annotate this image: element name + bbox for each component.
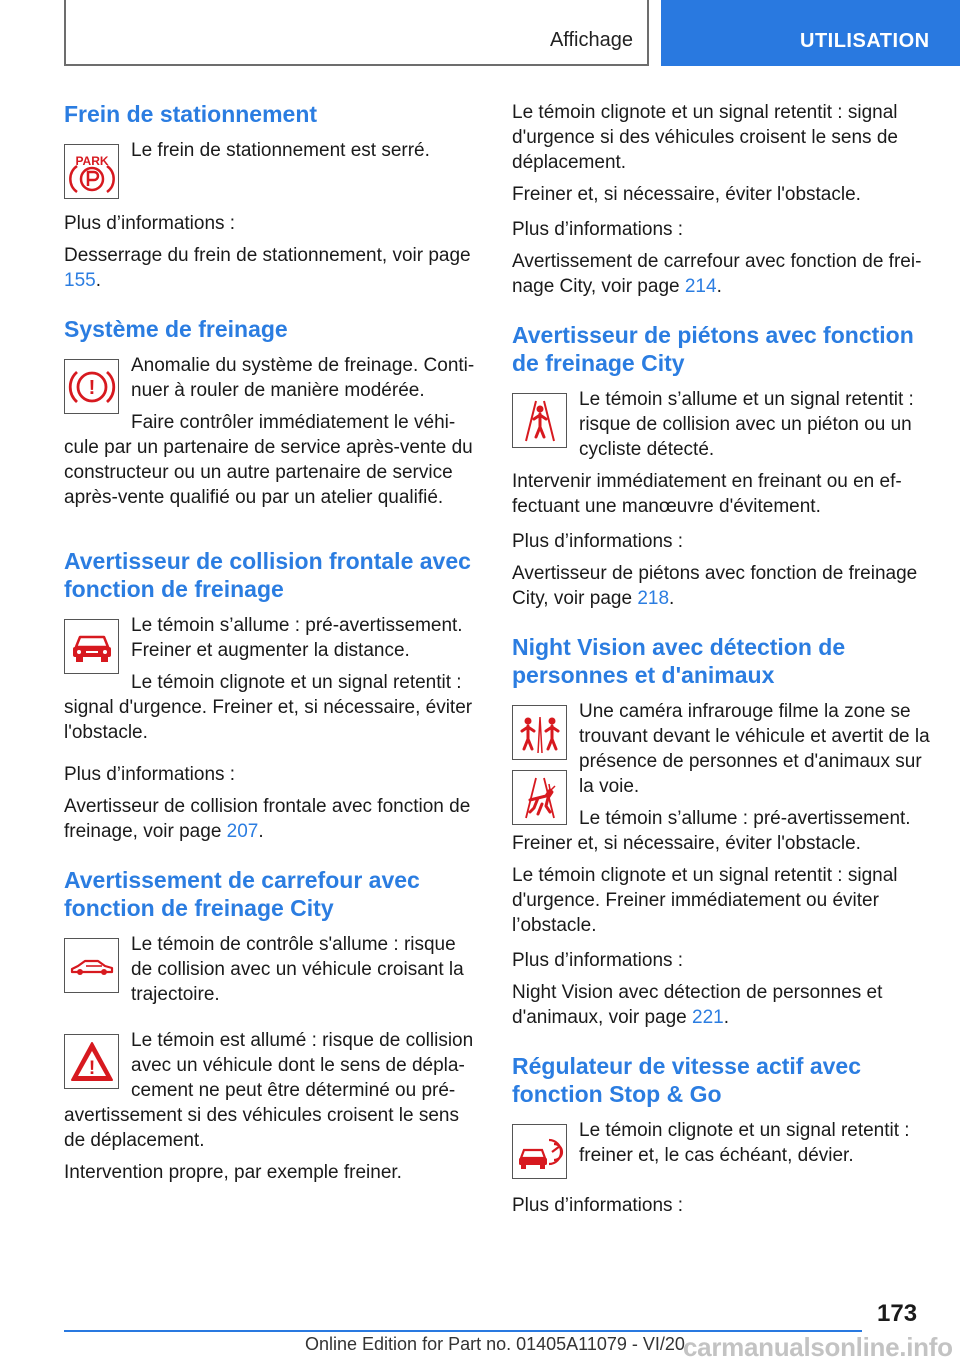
page-number: 173 bbox=[877, 1300, 918, 1327]
heading-night-vision: Night Vision avec détection de personnes et d'animaux bbox=[512, 634, 846, 688]
header-section-title: Affichage bbox=[549, 29, 633, 51]
indicator-pedestrian bbox=[512, 387, 932, 469]
car-collision-warning-icon bbox=[64, 619, 119, 674]
park-brake-text: Le frein de stationnement est serré. bbox=[131, 140, 430, 161]
footer-edition: Online Edition for Part no. 01405A11079 - VI/20 bbox=[305, 1334, 685, 1354]
crossing-text-1: Le témoin de contrôle s'allume : risque de collision avec un véhicule croisant la trajectoire. bbox=[131, 934, 464, 1005]
indicator-crossing-car bbox=[64, 932, 480, 1014]
crossing-text-5: Freiner et, si nécessaire, éviter l'obstacle. bbox=[512, 184, 861, 205]
more-info-label: Plus d’informations : bbox=[64, 213, 236, 234]
more-info-label: Plus d’informations : bbox=[512, 950, 684, 971]
heading-avertissement-carrefour: Avertissement de carrefour avec fonction de freinage City bbox=[64, 867, 420, 921]
more-info-label: Plus d’informations : bbox=[512, 1195, 684, 1216]
indicator-collision bbox=[64, 613, 480, 752]
more-info-label: Plus d’informations : bbox=[512, 531, 684, 552]
ref-paragraph: Desserrage du frein de stationnement, voir page 155. bbox=[64, 245, 471, 291]
ref-paragraph: Avertisseur de piétons avec fonction de freinage City, voir page 218. bbox=[512, 563, 918, 609]
header-tab-label: UTILISATION bbox=[800, 30, 930, 52]
indicator-brake-system bbox=[64, 353, 480, 517]
brake-system-warning-icon bbox=[64, 359, 119, 414]
ref-paragraph: Avertissement de carrefour avec fonction de freinage City, voir page 214. bbox=[512, 251, 922, 297]
crossing-text-3: Intervention propre, par exemple freiner. bbox=[64, 1162, 402, 1183]
night-vision-text-3: Le témoin clignote et un signal retentit : signal d'urgence. Freiner immédiatement ou éviter l’obstacle. bbox=[512, 865, 898, 936]
page-link-214[interactable]: 214 bbox=[684, 276, 717, 297]
collision-text-2: Le témoin clignote et un signal retentit : signal d'urgence. Freiner et, si nécessaire, éviter l'obstacle. bbox=[64, 672, 473, 743]
svg-text:!: ! bbox=[88, 1057, 95, 1079]
heading-avertisseur-collision: Avertisseur de collision frontale avec fonction de freinage bbox=[64, 548, 471, 602]
crossing-text-2: Le témoin est allumé : risque de collision avec un véhicule dont le sens de déplacement ne peut être déterminé ou pré-avertissement si des véhicules croisent le sens de déplacement. bbox=[64, 1030, 474, 1151]
brake-system-text-2: Faire contrôler immédiatement le véhicule par un partenaire de service après-vente du constructeur ou un autre partenaire de service après-vente qualifié ou par un atelier qualifié. bbox=[64, 412, 473, 508]
svg-text:PARK: PARK bbox=[74, 153, 109, 168]
left-column bbox=[64, 100, 480, 1192]
pedestrian-warning-icon bbox=[512, 393, 567, 448]
pedestrian-text-1: Le témoin s’allume et un signal retentit : risque de collision avec un piéton ou un cycliste détecté. bbox=[579, 389, 914, 460]
indicator-night-vision bbox=[512, 699, 932, 863]
page-link-155[interactable]: 155 bbox=[64, 270, 96, 291]
animal-detected-icon bbox=[512, 770, 567, 825]
more-info-label: Plus d’informations : bbox=[512, 219, 684, 240]
night-vision-text-1: Une caméra infrarouge filme la zone se trouvant devant le véhicule et avertit de la présence de personnes et d'animaux sur la voie. bbox=[579, 701, 930, 797]
acc-distance-warning-icon bbox=[512, 1124, 567, 1179]
page-link-218[interactable]: 218 bbox=[637, 588, 670, 609]
heading-regulateur-vitesse: Régulateur de vitesse actif avec fonction Stop & Go bbox=[512, 1053, 861, 1107]
more-info-label: Plus d’informations : bbox=[64, 764, 236, 785]
acc-text-1: Le témoin clignote et un signal retentit : freiner et, le cas échéant, dévier. bbox=[579, 1120, 910, 1166]
indicator-acc bbox=[512, 1118, 932, 1183]
header-tab-utilisation[interactable] bbox=[661, 0, 960, 66]
persons-detected-icon bbox=[512, 705, 567, 760]
page-link-221[interactable]: 221 bbox=[692, 1007, 724, 1028]
ref-paragraph: Night Vision avec détection de personnes et d'animaux, voir page 221. bbox=[512, 982, 883, 1028]
header-frame bbox=[64, 0, 649, 66]
heading-systeme-freinage: Système de freinage bbox=[64, 316, 288, 342]
crossing-text-4: Le témoin clignote et un signal retentit : signal d'urgence si des véhicules croisent le sens de déplacement. bbox=[512, 102, 898, 173]
svg-text:!: ! bbox=[88, 376, 95, 399]
warning-triangle-icon bbox=[64, 1034, 119, 1089]
pedestrian-text-2: Intervenir immédiatement en freinant ou en effectuant une manœuvre d'évitement. bbox=[512, 471, 902, 517]
night-vision-text-2: Le témoin s’allume : pré-avertissement. Freiner et, si nécessaire, éviter l'obstacle. bbox=[512, 808, 911, 854]
indicator-warning-triangle bbox=[64, 1028, 480, 1160]
heading-avertisseur-pietons: Avertisseur de piétons avec fonction de freinage City bbox=[512, 322, 914, 376]
watermark: carmanualsonline.info bbox=[683, 1332, 953, 1362]
right-column bbox=[512, 100, 932, 1225]
park-brake-icon bbox=[64, 144, 119, 199]
brake-system-text-1: Anomalie du système de freinage. Continuer à rouler de manière modérée. bbox=[131, 355, 475, 401]
page-link-207[interactable]: 207 bbox=[226, 821, 259, 842]
collision-text-1: Le témoin s’allume : pré-avertissement. Freiner et augmenter la distance. bbox=[131, 615, 463, 661]
crossing-car-icon bbox=[64, 938, 119, 993]
ref-paragraph: Avertisseur de collision frontale avec fonction de freinage, voir page 207. bbox=[64, 796, 471, 842]
heading-frein-stationnement: Frein de stationnement bbox=[64, 101, 318, 127]
indicator-park-brake bbox=[64, 138, 480, 203]
